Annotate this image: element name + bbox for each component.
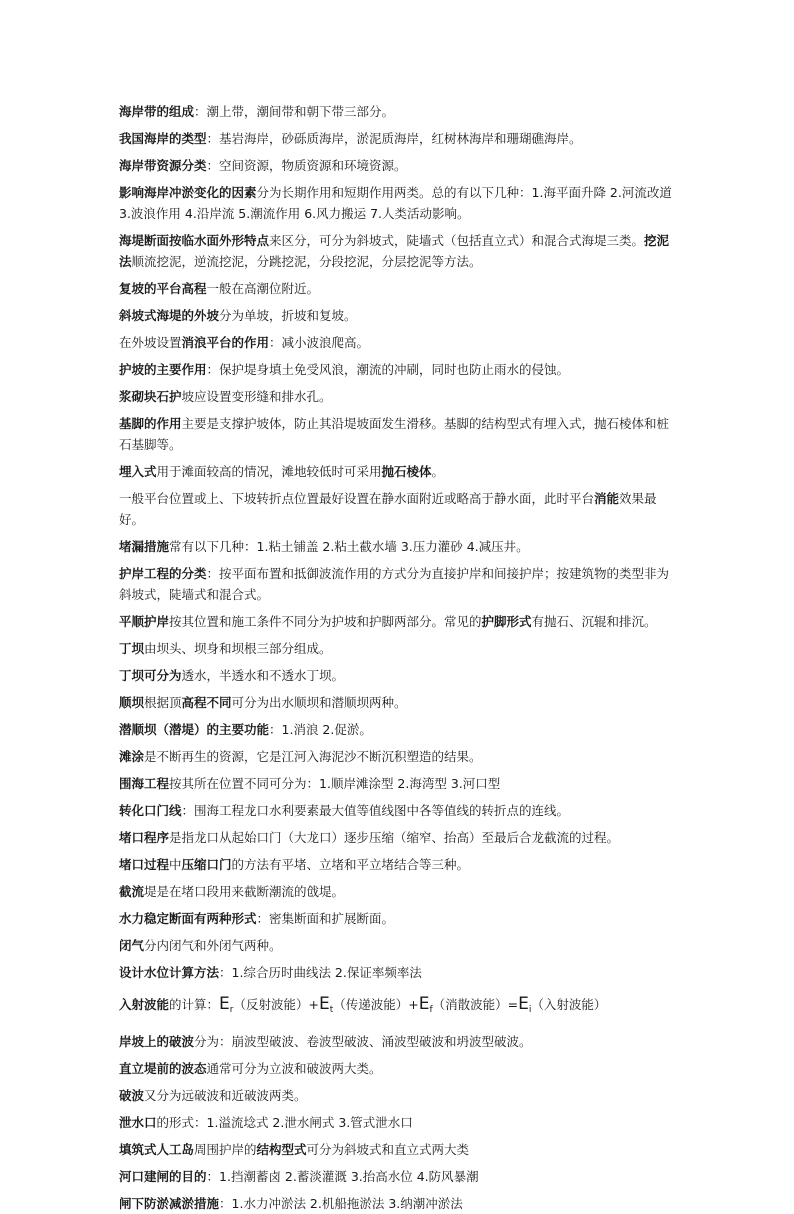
text-run: ：潮上带，潮间带和朝下带三部分。 xyxy=(194,104,395,119)
text-block-1 xyxy=(119,101,679,983)
text-run: 透水，半透水和不透水丁坝。 xyxy=(181,668,345,683)
bold-term: 堵口过程 xyxy=(119,857,170,872)
bold-term: 结构型式 xyxy=(256,1142,307,1157)
text-run: 有抛石、沉辊和排沉。 xyxy=(531,614,657,629)
paragraph xyxy=(119,332,679,353)
bold-term: 消浪平台的作用 xyxy=(181,335,270,350)
paragraph xyxy=(119,854,679,875)
text-run: 分为长期作用和短期作用两类。总的有以下几种：1.海平面升降 2.河流改道 3.波浪作用 4.沿岸流 5.潮流作用 6.风力搬运 7.人类活动影响。 xyxy=(119,185,672,221)
text-run: 一般在高潮位附近。 xyxy=(206,281,320,296)
paragraph xyxy=(119,386,679,407)
text-run: ：空间资源，物质资源和环境资源。 xyxy=(206,158,407,173)
text-run: 的形式：1.溢流埝式 2.泄水闸式 3.管式泄水口 xyxy=(156,1115,413,1130)
paragraph xyxy=(119,563,679,605)
text-run: 效果最好。 xyxy=(119,491,657,527)
paragraph xyxy=(119,1058,679,1079)
paragraph xyxy=(119,962,679,983)
energy-symbol-t: E xyxy=(318,994,330,1014)
text-run: ：密集断面和扩展断面。 xyxy=(256,911,395,926)
energy-symbol-r: E xyxy=(219,994,230,1014)
paragraph xyxy=(119,719,679,740)
label-f: （消散波能）= xyxy=(432,997,519,1012)
sub-i: i xyxy=(528,1005,532,1015)
text-run: 按其位置和施工条件不同分为护坡和护脚两部分。常见的 xyxy=(169,614,482,629)
formula-lead-text: 的计算： xyxy=(169,997,220,1012)
bold-term: 破波 xyxy=(119,1088,145,1103)
text-run: ：减小波浪爬高。 xyxy=(269,335,370,350)
text-run: 主要是支撑护坡体，防止其沿堤坡面发生滑移。基脚的结构型式有埋入式，抛石棱体和桩石基脚等。 xyxy=(119,416,670,452)
text-run: 分为：崩波型破波、卷波型破波、涌波型破波和坍波型破波。 xyxy=(194,1034,532,1049)
text-run: 中 xyxy=(169,857,182,872)
bold-term: 基脚的作用 xyxy=(119,416,182,431)
paragraph xyxy=(119,1166,679,1187)
bold-term: 挖泥法 xyxy=(119,233,670,269)
text-run: 是不断再生的资源，它是江河入海泥沙不断沉积塑造的结果。 xyxy=(144,749,482,764)
sub-r: r xyxy=(229,1005,234,1015)
bold-term: 转化口门线 xyxy=(119,803,182,818)
text-run: 可分为出水顺坝和潜顺坝两种。 xyxy=(231,695,407,710)
bold-term: 顺坝 xyxy=(119,695,145,710)
text-run: 又分为远破波和近破波两类。 xyxy=(144,1088,307,1103)
paragraph xyxy=(119,155,679,176)
bold-term: 复坡的平台高程 xyxy=(119,281,207,296)
formula-line xyxy=(119,989,679,1025)
bold-term: 平顺护岸 xyxy=(119,614,170,629)
text-run: 根据顶 xyxy=(144,695,182,710)
paragraph xyxy=(119,908,679,929)
text-run: 坡应设置变形缝和排水孔。 xyxy=(181,389,332,404)
paragraph xyxy=(119,536,679,557)
bold-term: 潜顺坝（潜堤）的主要功能 xyxy=(119,722,270,737)
text-run: ：1.水力冲淤法 2.机船拖淤法 3.纳潮冲淤法 xyxy=(219,1196,463,1211)
bold-term: 河口建闸的目的 xyxy=(119,1169,207,1184)
bold-term: 护坡的主要作用 xyxy=(119,362,207,377)
bold-term: 丁坝可分为 xyxy=(119,668,182,683)
bold-term: 护岸工程的分类 xyxy=(119,566,207,581)
paragraph xyxy=(119,488,679,530)
paragraph xyxy=(119,611,679,632)
paragraph xyxy=(119,413,679,455)
bold-term: 影响海岸冲淤变化的因素 xyxy=(119,185,257,200)
paragraph xyxy=(119,773,679,794)
bold-term: 压缩口门 xyxy=(181,857,232,872)
text-run: 在外坡设置 xyxy=(119,335,182,350)
sub-f: f xyxy=(429,1005,433,1015)
document-body xyxy=(119,95,679,1214)
sub-t: t xyxy=(329,1005,334,1015)
paragraph xyxy=(119,182,679,224)
bold-term: 消能 xyxy=(594,491,620,506)
paragraph xyxy=(119,800,679,821)
paragraph xyxy=(119,665,679,686)
bold-term: 埋入式 xyxy=(119,464,157,479)
formula-lead-bold: 入射波能 xyxy=(119,997,170,1012)
bold-term: 滩涂 xyxy=(119,749,145,764)
text-run: 的方法有平堵、立堵和平立堵结合等三种。 xyxy=(231,857,470,872)
paragraph xyxy=(119,278,679,299)
bold-term: 浆砌块石护 xyxy=(119,389,182,404)
bold-term: 海堤断面按临水面外形特点 xyxy=(119,233,270,248)
bold-term: 围海工程 xyxy=(119,776,170,791)
bold-term: 闭气 xyxy=(119,938,145,953)
paragraph xyxy=(119,746,679,767)
text-run: 分内闭气和外闭气两种。 xyxy=(144,938,282,953)
paragraph xyxy=(119,359,679,380)
bold-term: 斜坡式海堤的外坡 xyxy=(119,308,220,323)
paragraph xyxy=(119,638,679,659)
text-run: ：基岩海岸，砂砾质海岸，淤泥质海岸，红树林海岸和珊瑚礁海岸。 xyxy=(206,131,582,146)
text-run: 一般平台位置或上、下坡转折点位置最好设置在静水面附近或略高于静水面，此时平台 xyxy=(119,491,595,506)
text-run: ：1.挡潮蓄卤 2.蓄淡灌溉 3.抬高水位 4.防风暴潮 xyxy=(206,1169,479,1184)
text-run: ：按平面布置和抵御波流作用的方式分为直接护岸和间接护岸；按建筑物的类型非为斜坡式，陡墙式和混合式。 xyxy=(119,566,670,602)
bold-term: 闸下防淤减淤措施 xyxy=(119,1196,220,1211)
bold-term: 直立堤前的波态 xyxy=(119,1061,207,1076)
bold-term: 截流 xyxy=(119,884,145,899)
text-run: 常有以下几种：1.粘土铺盖 2.粘土截水墙 3.压力灌砂 4.减压井。 xyxy=(169,539,529,554)
bold-term: 水力稳定断面有两种形式 xyxy=(119,911,257,926)
text-run: ：1.综合历时曲线法 2.保证率频率法 xyxy=(219,965,422,980)
bold-term: 护脚形式 xyxy=(481,614,532,629)
text-run: 周围护岸的 xyxy=(194,1142,257,1157)
label-i: （入射波能） xyxy=(531,997,607,1012)
paragraph xyxy=(119,1031,679,1052)
bold-term: 抛石棱体 xyxy=(381,464,432,479)
text-run: 由坝头、坝身和坝根三部分组成。 xyxy=(144,641,332,656)
text-run: 用于滩面较高的情况，滩地较低时可采用 xyxy=(156,464,382,479)
paragraph xyxy=(119,827,679,848)
paragraph xyxy=(119,935,679,956)
bold-term: 填筑式人工岛 xyxy=(119,1142,195,1157)
paragraph xyxy=(119,1085,679,1106)
text-run: 分为单坡，折坡和复坡。 xyxy=(219,308,357,323)
bold-term: 我国海岸的类型 xyxy=(119,131,207,146)
text-run: ：围海工程龙口水利要素最大值等值线图中各等值线的转折点的连线。 xyxy=(181,803,570,818)
text-run: 按其所在位置不同可分为：1.顺岸滩涂型 2.海湾型 3.河口型 xyxy=(169,776,501,791)
paragraph xyxy=(119,1193,679,1214)
text-run: 通常可分为立波和破波两大类。 xyxy=(206,1061,382,1076)
text-run: ：保护堤身填土免受风浪，潮流的冲刷，同时也防止雨水的侵蚀。 xyxy=(206,362,570,377)
bold-term: 丁坝 xyxy=(119,641,145,656)
text-run: 来区分，可分为斜坡式，陡墙式（包括直立式）和混合式海堤三类。 xyxy=(269,233,645,248)
paragraph xyxy=(119,692,679,713)
bold-term: 泄水口 xyxy=(119,1115,157,1130)
paragraph xyxy=(119,230,679,272)
paragraph xyxy=(119,101,679,122)
paragraph xyxy=(119,128,679,149)
text-run: 顺流挖泥，逆流挖泥，分跳挖泥，分段挖泥，分层挖泥等方法。 xyxy=(131,254,482,269)
paragraph xyxy=(119,461,679,482)
paragraph xyxy=(119,1139,679,1160)
text-run: 是指龙口从起始口门（大龙口）逐步压缩（缩窄、抬高）至最后合龙截流的过程。 xyxy=(169,830,620,845)
text-run: 可分为斜坡式和直立式两大类 xyxy=(306,1142,470,1157)
label-r: （反射波能）+ xyxy=(233,997,319,1012)
bold-term: 海岸带资源分类 xyxy=(119,158,207,173)
label-t: （传递波能）+ xyxy=(333,997,419,1012)
text-run: 。 xyxy=(431,464,445,479)
paragraph xyxy=(119,305,679,326)
bold-term: 岸坡上的破波 xyxy=(119,1034,195,1049)
bold-term: 堵口程序 xyxy=(119,830,170,845)
paragraph xyxy=(119,881,679,902)
energy-symbol-i: E xyxy=(518,994,529,1014)
bold-term: 高程不同 xyxy=(181,695,232,710)
bold-term: 海岸带的组成 xyxy=(119,104,195,119)
bold-term: 堵漏措施 xyxy=(119,539,170,554)
text-run: ：1.消浪 2.促淤。 xyxy=(269,722,372,737)
text-run: 堤是在堵口段用来截断潮流的戗堤。 xyxy=(144,884,345,899)
bold-term: 设计水位计算方法 xyxy=(119,965,220,980)
energy-symbol-f: E xyxy=(418,994,430,1014)
